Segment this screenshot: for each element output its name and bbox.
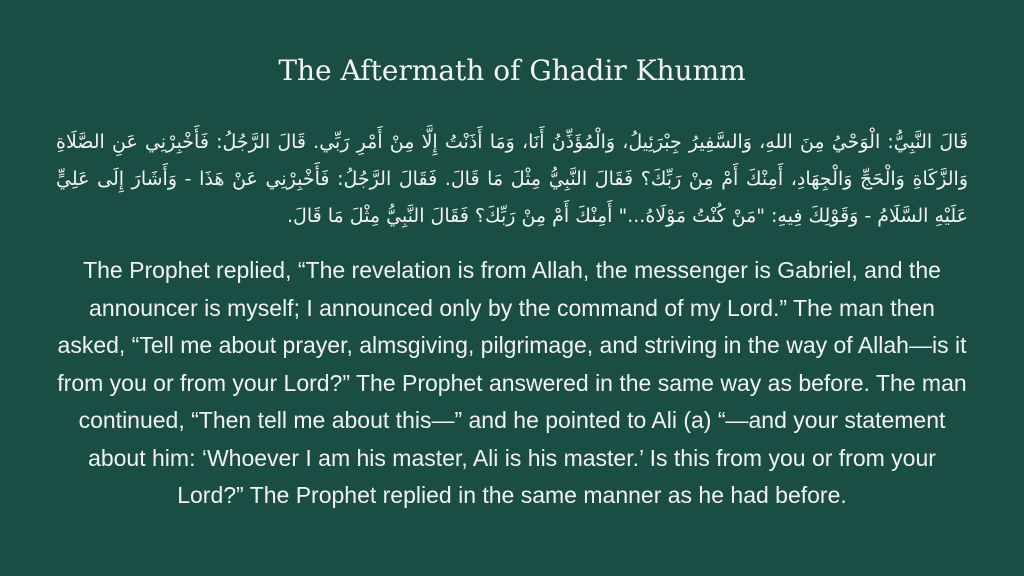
english-translation-text: The Prophet replied, “The revelation is from Allah, the messenger is Gabriel, and the announcer is myself; I announced only by the command of my Lord.” The man then asked, “Tell me about prayer, almsgiving, pilgrimage, and striving in the way of Allah—is it from you or from your Lord?” The Prophet answered in the same way as before. The man continued, “Then tell me about this—” and he pointed to Ali (a) “—and your statement about him: ‘Whoever I am his master, Ali is his master.’ Is this from you or from your Lord?” The Prophet replied in the same manner as he had before. (57, 257, 967, 508)
arabic-hadith-text: قَالَ النَّبِيُّ: الْوَحْيُ مِنَ اللهِ، وَالسَّفِيرُ جِبْرَئِيلُ، وَالْمُؤَذِّنُ أَنَا، وَمَا أَذَنْتُ إِلَّا مِنْ أَمْرِ رَبِّي. قَالَ الرَّجُلُ: فَأَخْبِرْنِي عَنِ الصَّلَاةِ وَالزَّكَاةِ وَالْحَجِّ وَالْجِهَادِ، أَمِنْكَ أَمْ مِنْ رَبِّكَ؟ فَقَالَ النَّبِيُّ مِثْلَ مَا قَالَ. فَقَالَ الرَّجُلُ: فَأَخْبِرْنِي عَنْ هَذَا - وَأَشَارَ إِلَى عَلِيٍّ عَلَيْهِ السَّلَامُ - وَقَوْلِكَ فِيهِ: "مَنْ كُنْتُ مَوْلَاهُ..." أَمِنْكَ أَمْ مِنْ رَبِّكَ؟ فَقَالَ النَّبِيُّ مِثْلَ مَا قَالَ. (56, 131, 968, 227)
slide-title: The Aftermath of Ghadir Khumm (278, 54, 746, 87)
